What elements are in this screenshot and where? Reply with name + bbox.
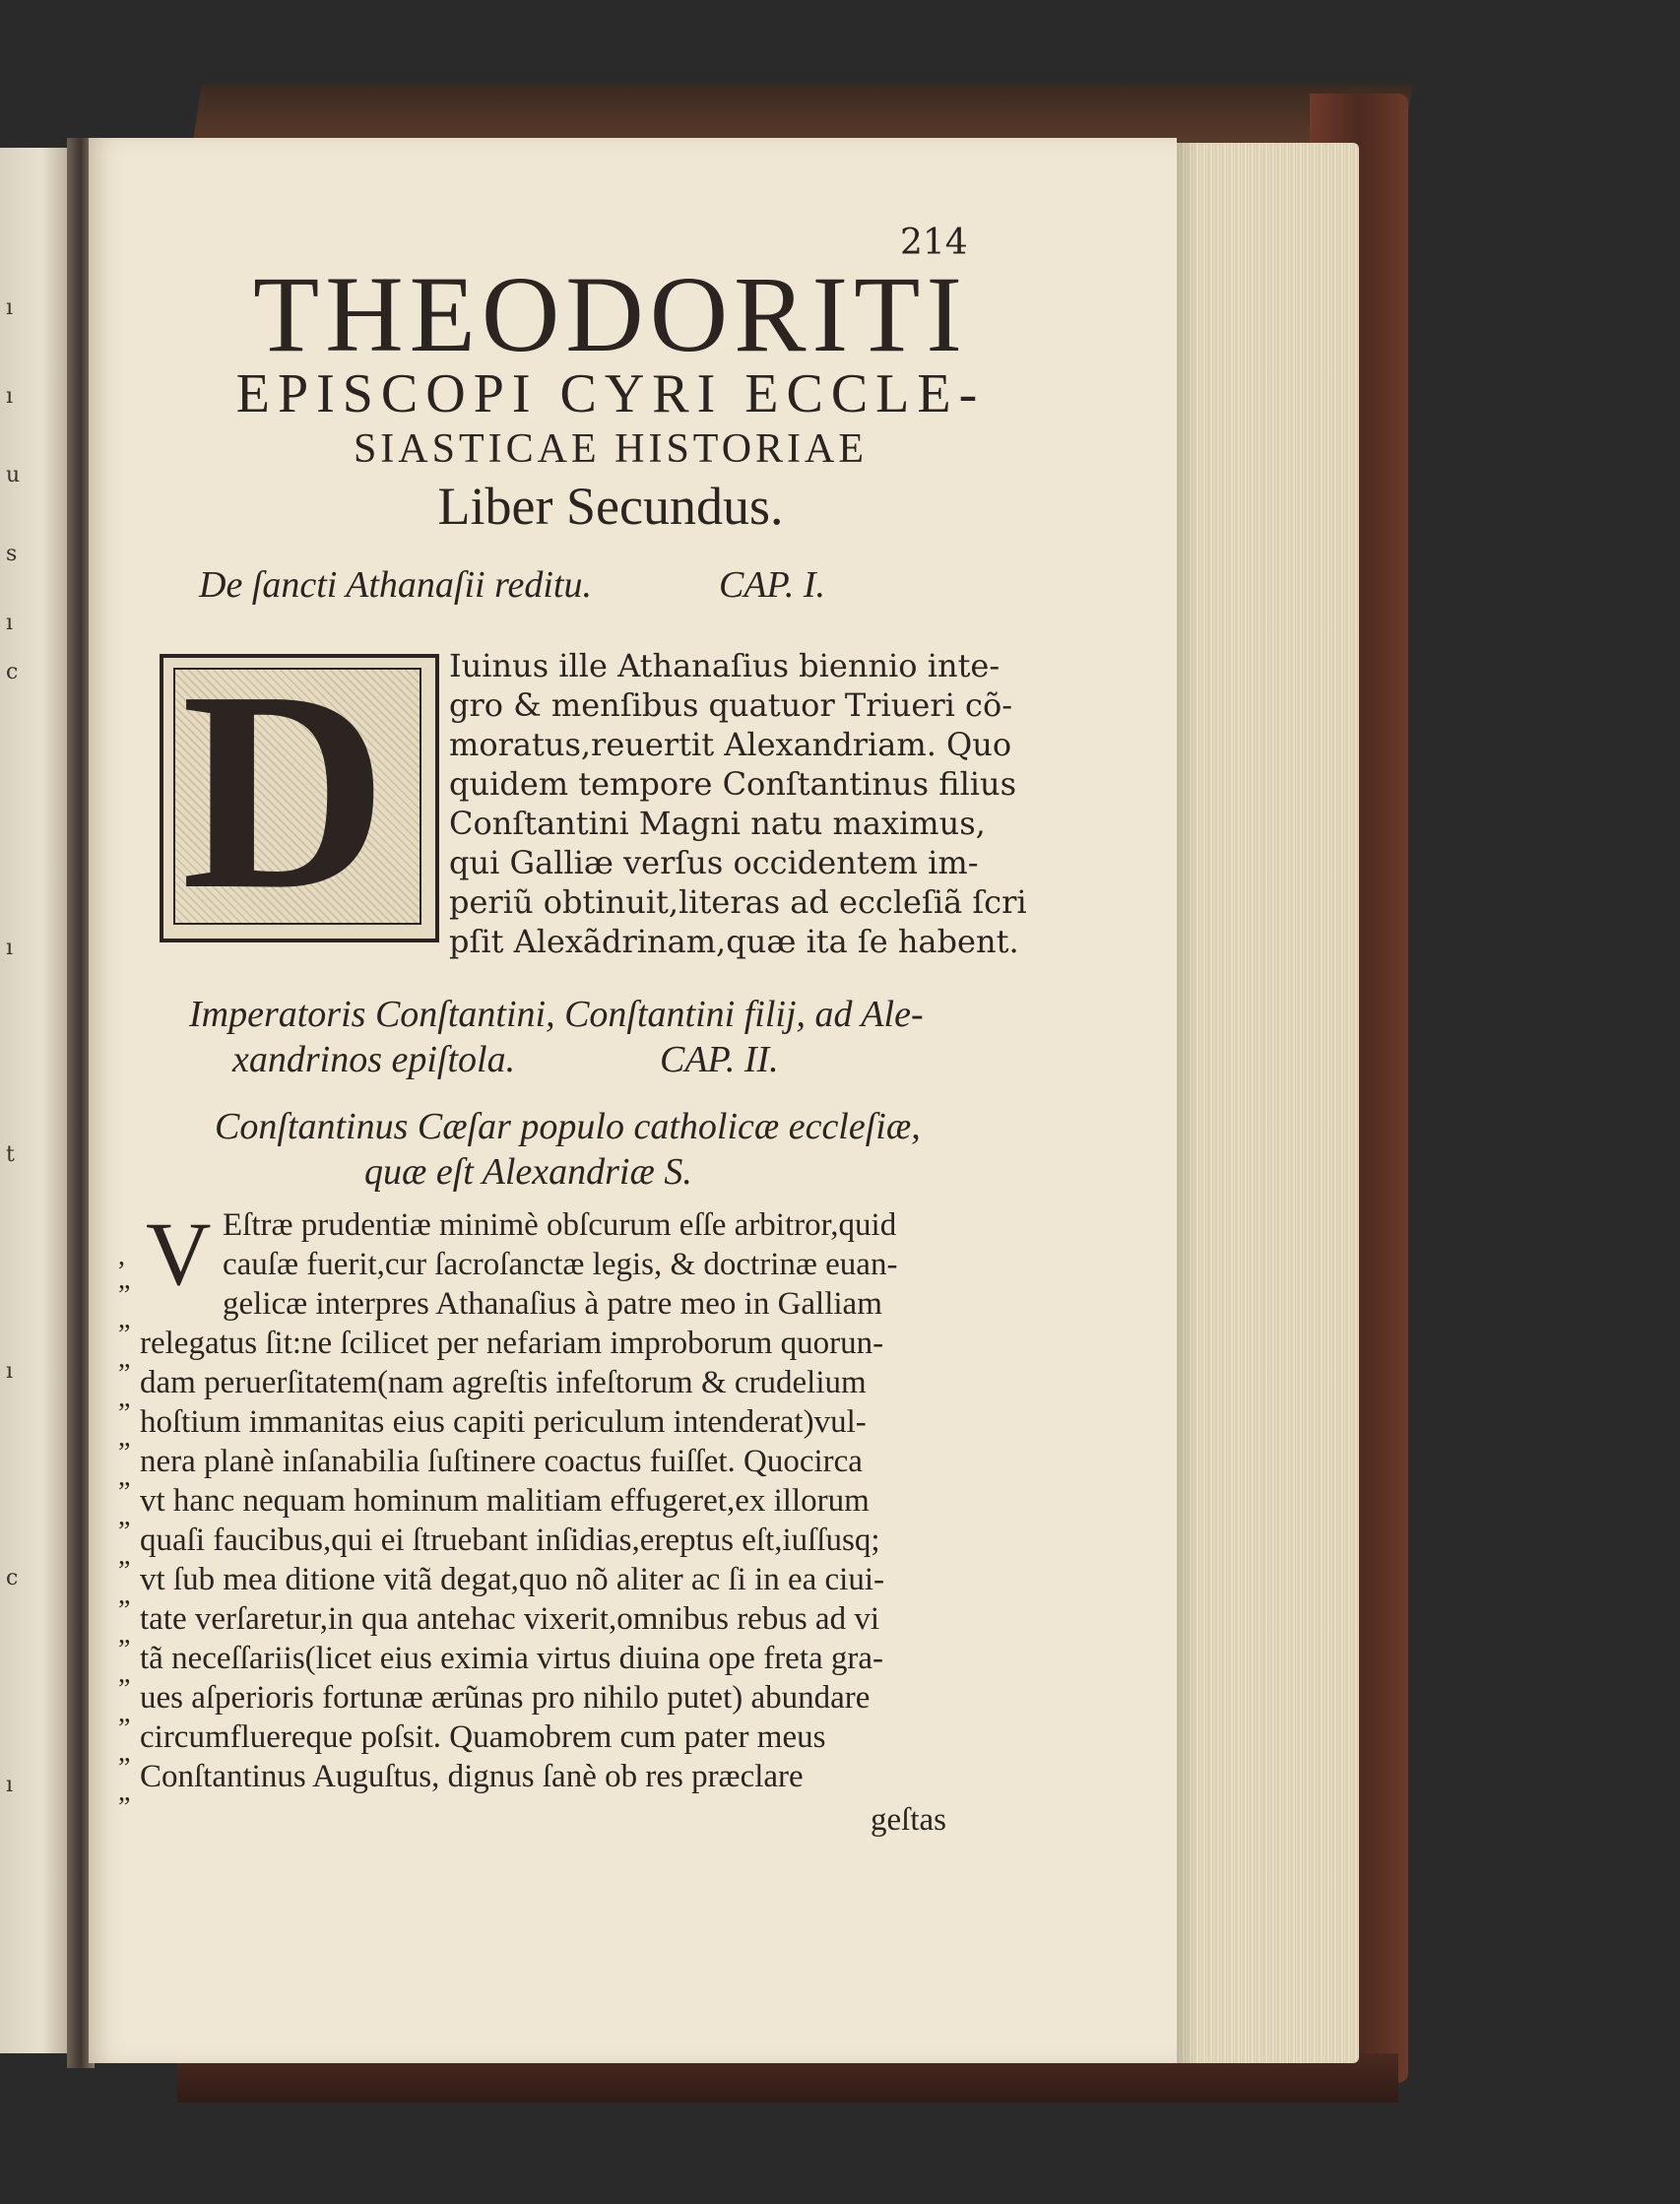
title-line-3: SIASTICAE HISTORIAE: [353, 426, 869, 472]
left-page-fragment: ı: [6, 611, 14, 635]
chapter-1-line: qui Galliæ verſus occidentem im-: [449, 844, 979, 881]
margin-quote-mark: ”: [118, 1359, 131, 1390]
chapter-1-line: periũ obtinuit,literas ad eccleſiã ſcri: [449, 883, 1027, 921]
page-number: 214: [900, 223, 968, 263]
title-line-1: THEODORITI: [253, 254, 968, 374]
margin-quote-mark: ”: [118, 1320, 131, 1350]
letter-line: tã neceſſariis(licet eius eximia virtus diuina ope freta gra-: [140, 1641, 884, 1676]
left-page-fragment: ı: [6, 1359, 14, 1384]
left-page-fragment: t: [6, 1142, 15, 1167]
letter-line: Conſtantinus Auguſtus, dignus ſanè ob res præclare: [140, 1759, 804, 1794]
margin-quote-mark: ”: [118, 1398, 131, 1429]
letter-line: gelicæ interpres Athanaſius à patre meo in Galliam: [223, 1286, 882, 1322]
chapter-2-heading-line-2: xandrinos epiſtola.: [232, 1039, 516, 1080]
title-line-4: Liber Secundus.: [437, 477, 784, 536]
page-block-edges: [1172, 143, 1359, 2063]
margin-quote-mark: ”: [118, 1635, 131, 1665]
cover-board-top: [193, 85, 1412, 144]
letter-line: ues aſperioris fortunæ ærũnas pro nihilo putet) abundare: [140, 1680, 871, 1716]
margin-quote-mark: ”: [118, 1674, 131, 1705]
letter-line: circumfluereque poſsit. Quamobrem cum pater meus: [140, 1719, 826, 1755]
left-page-fragment: ı: [6, 1773, 14, 1797]
chapter-2-heading-line-1: Imperatoris Conſtantini, Conſtantini filij, ad Ale-: [189, 994, 924, 1035]
margin-quote-mark: ”: [118, 1595, 131, 1626]
title-line-2: EPISCOPI CYRI ECCLE-: [235, 363, 986, 424]
letter-line: nera planè inſanabilia ſuſtinere coactus fuiſſet. Quocirca: [140, 1444, 863, 1479]
margin-quote-mark: ”: [118, 1280, 131, 1311]
letter-line: dam peruerſitatem(nam agreſtis infeſtorum & crudelium: [140, 1365, 867, 1400]
initial-letter: V: [146, 1203, 212, 1304]
letter-line: hoſtium immanitas eius capiti periculum intenderat)vul-: [140, 1404, 867, 1440]
chapter-1-line: moratus,reuertit Alexandriam. Quo: [449, 726, 1012, 763]
letter-line: relegatus ſit:ne ſcilicet per nefariam improborum quorun-: [140, 1326, 884, 1361]
margin-quote-mark: ”: [118, 1517, 131, 1547]
margin-quote-mark: ”: [118, 1792, 131, 1823]
left-page-fragment: u: [6, 463, 21, 487]
left-page-fragment: ı: [6, 295, 14, 320]
letter-line: tate verſaretur,in qua antehac vixerit,omnibus rebus ad vi: [140, 1601, 879, 1637]
dropcap-letter: D: [181, 632, 388, 948]
margin-quote-mark: ”: [118, 1556, 131, 1587]
chapter-1-line: Iuinus ille Athanaſius biennio inte-: [449, 647, 1001, 684]
salutation-line-1: Conſtantinus Cæſar populo catholicæ eccleſiæ,: [215, 1106, 921, 1147]
chapter-1-heading: De ſancti Athanaſii reditu.: [199, 564, 592, 606]
chapter-1-line: quidem tempore Conſtantinus filius: [449, 765, 1017, 803]
left-page-fragment: c: [6, 1566, 19, 1590]
left-page-fragment: ı: [6, 384, 14, 409]
catchword: geſtas: [871, 1802, 946, 1838]
chapter-1-number: CAP. I.: [719, 564, 826, 606]
left-page-fragment: c: [6, 660, 19, 684]
margin-quote-mark: ”: [118, 1753, 131, 1783]
facing-page-edge: [0, 148, 69, 2053]
margin-quote-mark: ”: [118, 1438, 131, 1468]
letter-line: Eſtræ prudentiæ minimè obſcurum eſſe arbitror,quid: [223, 1207, 897, 1243]
letter-line: vt hanc nequam hominum malitiam effugeret,ex illorum: [140, 1483, 870, 1519]
left-page-fragment: s: [6, 542, 18, 566]
letter-line: vt ſub mea ditione vitã degat,quo nõ aliter ac ſi in ea ciui-: [140, 1562, 885, 1597]
woodcut-initial: [160, 632, 439, 948]
letter-line: cauſæ fuerit,cur ſacroſanctæ legis, & doctrinæ euan-: [223, 1247, 898, 1282]
margin-quote-mark: ”: [118, 1477, 131, 1508]
chapter-1-line: gro & menſibus quatuor Triueri cõ-: [449, 686, 1013, 724]
chapter-1-line: pſit Alexãdrinam,quæ ita ſe habent.: [449, 923, 1019, 960]
chapter-2-number: CAP. II.: [660, 1039, 779, 1080]
margin-quote-mark: ”: [118, 1714, 131, 1744]
margin-quote-mark: ,: [118, 1241, 125, 1271]
chapter-1-line: Conſtantini Magni natu maximus,: [449, 805, 986, 842]
letter-line: quaſi faucibus,qui ei ſtruebant inſidias,ereptus eſt,iuſſusq;: [140, 1523, 880, 1558]
left-page-fragment: ı: [6, 936, 14, 960]
salutation-line-2: quæ eſt Alexandriæ S.: [364, 1151, 692, 1193]
book-page: [89, 138, 1177, 2063]
